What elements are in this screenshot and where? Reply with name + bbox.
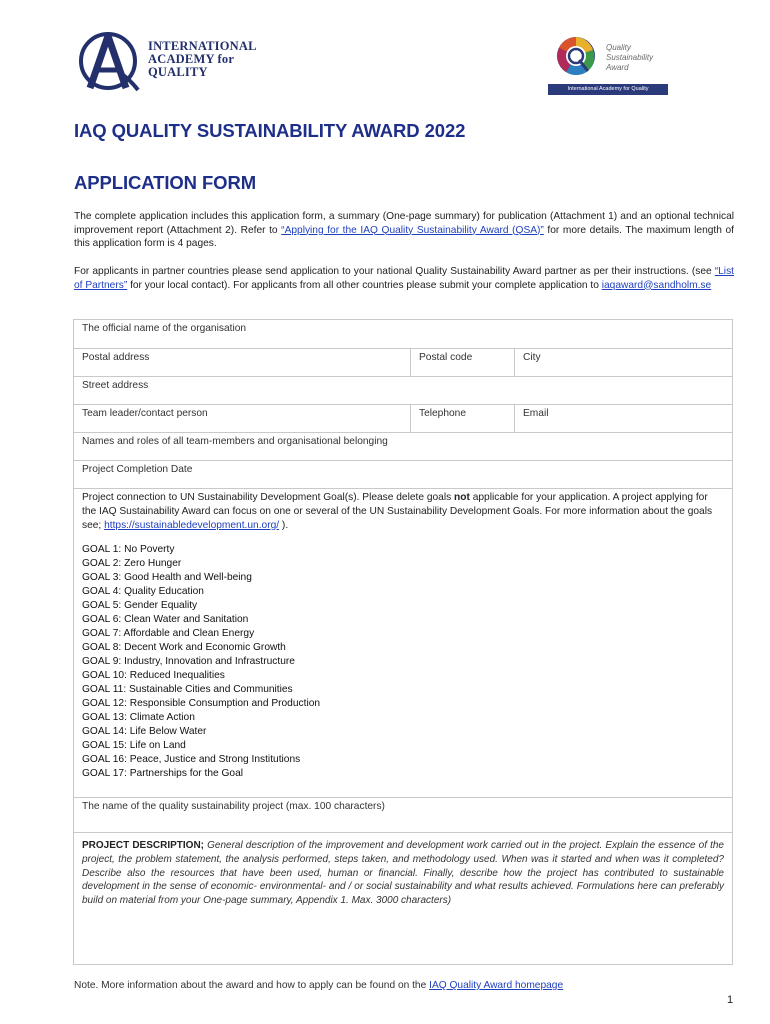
description-instructions: General description of the improvement and development work carried out in the project. Explain the essence of the project, the problem statement, the analysis performed, steps taken, and methodology used. When was it started and when was it completed? Describe also the resources that have been used, human or financial. Finally, describe how the project has contributed to sustainable development in the sense of economic- environmental- and / or social sustainability and what results achieved. Formulations here can preferably build on material from your One-page summary, Appendix 1. Max. 3000 characters) [82, 840, 724, 907]
goal-item: GOAL 2: Zero Hunger [82, 558, 182, 570]
iaq-name-line: QUALITY [148, 65, 208, 79]
form-row-project-name [74, 798, 732, 833]
postal-code-field[interactable] [410, 349, 514, 376]
goal-item: GOAL 13: Climate Action [82, 712, 195, 724]
page-subtitle: APPLICATION FORM [74, 172, 257, 193]
project-description-field[interactable] [74, 833, 732, 964]
goal-item: GOAL 16: Peace, Justice and Strong Institutions [82, 754, 301, 766]
goal-item: GOAL 15: Life on Land [82, 740, 186, 752]
email-field[interactable] [514, 405, 732, 432]
org-name-field[interactable] [74, 320, 732, 348]
intro-text: The complete application includes this application form, a summary (One-page summary) for publication (Attachment 1) and an optional technical improvement report (Attachment 2). Refer to [74, 211, 734, 236]
goals-text: ). [279, 519, 289, 531]
field-label: Street address [82, 380, 149, 391]
team-leader-field[interactable] [74, 405, 410, 432]
goal-item: GOAL 6: Clean Water and Sanitation [82, 614, 249, 626]
footer-note [74, 980, 563, 991]
iaq-emblem-icon [78, 30, 142, 92]
goal-item: GOAL 3: Good Health and Well-being [82, 572, 252, 584]
field-label: Postal address [82, 352, 150, 363]
field-label: The official name of the organisation [82, 323, 247, 334]
form-row-postal [74, 349, 732, 377]
postal-address-field[interactable] [74, 349, 410, 376]
iaq-name-line: ACADEMY for [148, 52, 235, 66]
partners-list-link[interactable]: “List of Partners” [74, 266, 734, 291]
completion-date-field[interactable] [74, 461, 732, 488]
iaq-logo [78, 30, 268, 94]
form-row-goals [74, 489, 732, 798]
iaq-name-line: INTERNATIONAL [148, 39, 257, 53]
field-label: The name of the quality sustainability project (max. 100 characters) [82, 801, 385, 812]
description-label: PROJECT DESCRIPTION; [82, 840, 205, 851]
goal-item: GOAL 9: Industry, Innovation and Infrastructure [82, 656, 295, 668]
qsa-name-line: Sustainability [606, 53, 654, 62]
intro-paragraph-1 [74, 210, 734, 251]
qsa-guide-link[interactable]: “Applying for the IAQ Quality Sustainability Award (QSA)” [281, 224, 544, 236]
goal-item: GOAL 4: Quality Education [82, 586, 204, 598]
project-name-field[interactable] [74, 798, 732, 832]
field-label: Postal code [419, 352, 473, 363]
intro-paragraph-2 [74, 265, 734, 292]
team-members-field[interactable] [74, 433, 732, 460]
form-row-organisation [74, 320, 732, 349]
goals-text: applicable for your application. A project applying for the IAQ Sustainability Award can focus on one or several of the UN Sustainability Development Goals. For more information about the goals see; [82, 492, 713, 531]
goal-item: GOAL 12: Responsible Consumption and Production [82, 698, 321, 710]
goal-item: GOAL 11: Sustainable Cities and Communities [82, 684, 293, 696]
goal-item: GOAL 14: Life Below Water [82, 726, 207, 738]
form-row-description [74, 833, 732, 964]
field-label: Telephone [419, 408, 467, 419]
qsa-name-line: Quality [606, 43, 631, 52]
goal-item: GOAL 5: Gender Equality [82, 600, 198, 612]
telephone-field[interactable] [410, 405, 514, 432]
page-title: IAQ QUALITY SUSTAINABILITY AWARD 2022 [74, 120, 466, 141]
intro-text: for your local contact). For applicants from all other countries please submit your complete application to [127, 279, 602, 291]
goal-item: GOAL 17: Partnerships for the Goal [82, 768, 244, 780]
goals-field[interactable] [74, 489, 732, 797]
globe-icon [554, 34, 598, 80]
page-number: 1 [727, 994, 734, 1006]
city-field[interactable] [514, 349, 732, 376]
goal-list [82, 543, 724, 781]
goals-instructions [82, 491, 724, 532]
field-label: Project Completion Date [82, 464, 193, 475]
qsa-name [606, 43, 653, 73]
field-label: Email [523, 408, 549, 419]
form-row-completion-date [74, 461, 732, 489]
form-row-street [74, 377, 732, 405]
goals-emphasis: not [454, 492, 470, 503]
award-homepage-link[interactable]: IAQ Quality Award homepage [429, 980, 564, 991]
note-text: Note. More information about the award and how to apply can be found on the [74, 980, 430, 991]
application-form-table [73, 319, 733, 965]
qsa-band: International Academy for Quality [548, 84, 668, 95]
goal-item: GOAL 10: Reduced Inequalities [82, 670, 225, 682]
form-row-contact [74, 405, 732, 433]
un-sdg-link[interactable]: https://sustainabledevelopment.un.org/ [104, 519, 280, 531]
goal-item: GOAL 1: No Poverty [82, 544, 175, 556]
intro-text: For applicants in partner countries please send application to your national Quality Sustainability Award partner as per their instructions. (see [74, 266, 715, 277]
field-label: City [523, 352, 541, 363]
goals-text: Project connection to UN Sustainability Development Goal(s). Please delete goals [82, 492, 455, 503]
award-email-link[interactable]: iaqaward@sandholm.se [601, 279, 712, 291]
field-label: Names and roles of all team-members and organisational belonging [82, 436, 388, 447]
goal-item: GOAL 8: Decent Work and Economic Growth [82, 642, 286, 654]
qsa-name-line: Award [606, 63, 629, 72]
goal-item: GOAL 7: Affordable and Clean Energy [82, 628, 255, 640]
qsa-logo [548, 34, 670, 96]
intro-text: for more details. The maximum length of this application form is 4 pages. [74, 224, 735, 250]
field-label: Team leader/contact person [82, 408, 208, 419]
iaq-name [148, 40, 257, 79]
form-row-team-members [74, 433, 732, 461]
street-address-field[interactable] [74, 377, 732, 404]
